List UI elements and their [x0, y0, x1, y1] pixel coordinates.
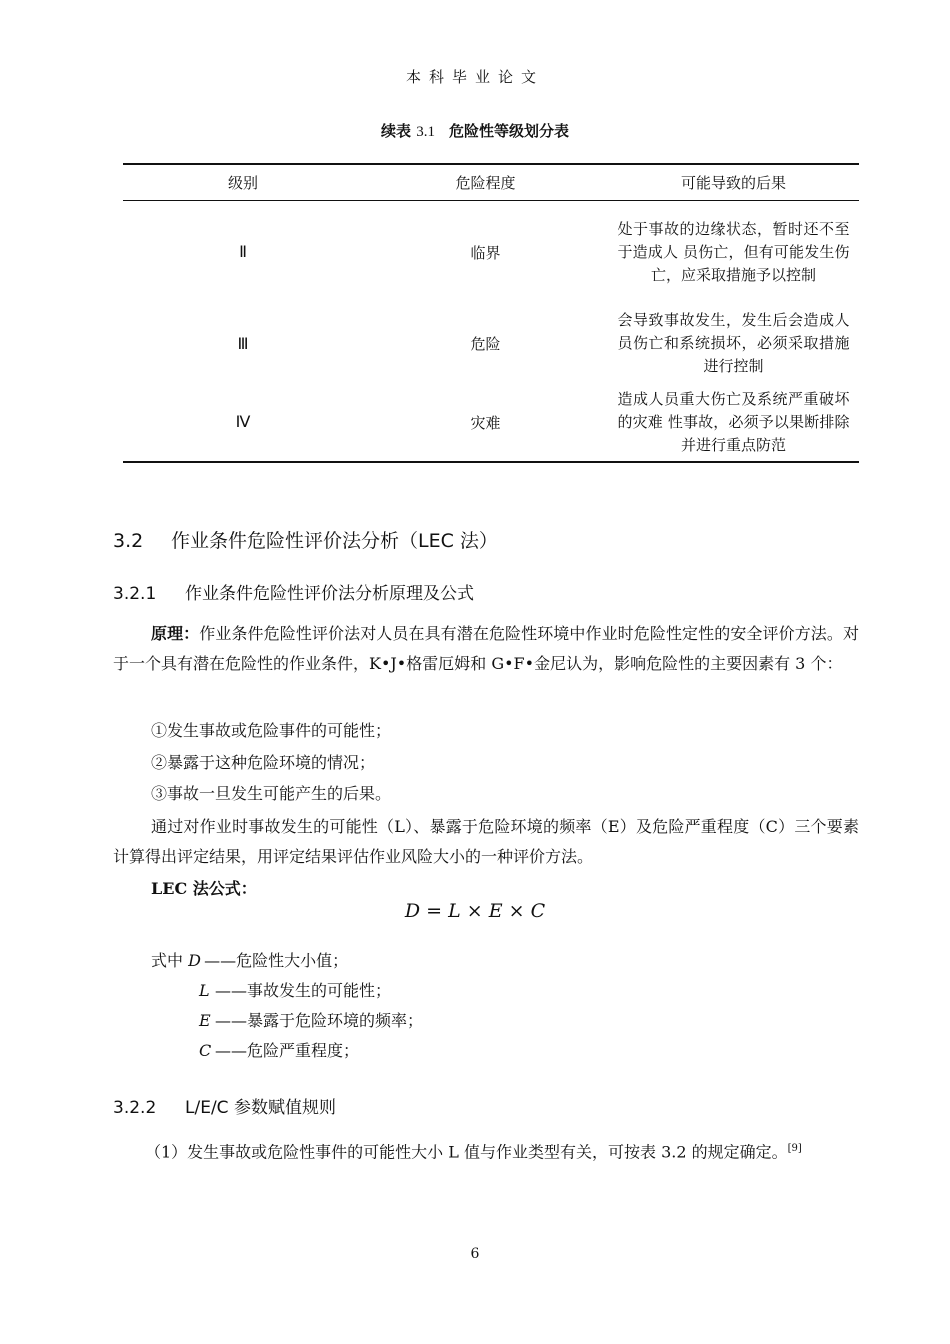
section-title: 作业条件危险性评价法分析原理及公式 — [185, 584, 474, 604]
cell-level: Ⅱ — [239, 244, 247, 262]
factor-item: ②暴露于这种危险环境的情况； — [151, 753, 376, 772]
rule1-text: （1）发生事故或危险性事件的可能性大小 L 值与作业类型有关，可按表 3.2 的规定确定。 — [145, 1142, 788, 1162]
factor-item: ①发生事故或危险事件的可能性； — [151, 721, 392, 740]
section-title: 作业条件危险性评价法分析（LEC 法） — [171, 530, 498, 552]
cell-consequence — [608, 200, 859, 304]
consequence-text: 造成人员重大伤亡及系统严重破坏的灾难 性事故，必须予以果断排除并进行重点防范 — [617, 389, 850, 454]
definition-var: L — [199, 981, 210, 1000]
definition-text: ——事故发生的可能性； — [215, 981, 392, 1000]
formula-definitions — [151, 946, 423, 1066]
caption-number: 3.1 — [416, 124, 435, 140]
caption-prefix: 续表 — [380, 122, 411, 140]
section-heading-3-2-2 — [113, 1093, 336, 1118]
cell-level: Ⅳ — [123, 383, 363, 462]
cell-degree: 灾难 — [363, 383, 608, 462]
table-row — [123, 383, 859, 462]
section-number: 3.2.1 — [113, 584, 157, 604]
table-header-row — [123, 164, 859, 200]
formula-label: LEC 法公式： — [151, 879, 257, 898]
definition-row — [151, 1036, 423, 1066]
principle-label: 原理： — [151, 624, 200, 643]
column-header-degree: 危险程度 — [363, 164, 608, 200]
hazard-grade-table — [123, 163, 859, 463]
table-row — [123, 304, 859, 383]
column-header-level: 级别 — [123, 164, 363, 200]
table-row — [123, 200, 859, 304]
principle-paragraph — [113, 619, 859, 679]
citation-mark: [9] — [787, 1143, 802, 1154]
cell-level: Ⅲ — [237, 335, 249, 353]
section-title: L/E/C 参数赋值规则 — [185, 1098, 336, 1118]
definition-var: E — [199, 1011, 211, 1030]
caption-title: 危险性等级划分表 — [448, 122, 569, 140]
consequence-text: 处于事故的边缘状态，暂时还不至于造成人 员伤亡，但有可能发生伤亡，应采取措施予以控制 — [617, 219, 850, 284]
factor-item: ③事故一旦发生可能产生的后果。 — [151, 784, 392, 803]
principle-text: 作业条件危险性评价法对人员在具有潜在危险性环境中作业时危险性定性的安全评价方法。对于一个具有潜在危险性的作业条件，K•J•格雷厄姆和 G•F•金尼认为，影响危险性的主要因素有 3 个： — [113, 624, 859, 673]
section-number: 3.2 — [113, 530, 144, 552]
definition-text: ——危险性大小值； — [204, 951, 349, 970]
definition-var: D — [188, 951, 201, 970]
section-heading-3-2-1 — [113, 579, 474, 604]
page-header: 本科毕业论文 — [405, 68, 544, 86]
consequence-text: 会导致事故发生，发生后会造成人员伤亡和系统损坏，必须采取措施进行控制 — [617, 311, 850, 375]
definitions-prefix: 式中 — [151, 951, 184, 970]
cell-degree: 危险 — [470, 335, 501, 353]
table-caption — [0, 120, 950, 141]
definition-text: ——暴露于危险环境的频率； — [215, 1011, 424, 1030]
definition-row — [151, 976, 423, 1006]
definition-var: C — [199, 1041, 212, 1060]
cell-consequence — [608, 383, 859, 462]
section-number: 3.2.2 — [113, 1098, 157, 1118]
lec-formula: D = L × E × C — [404, 900, 546, 922]
column-header-consequence: 可能导致的后果 — [608, 164, 859, 200]
definition-row — [151, 946, 423, 976]
cell-degree: 临界 — [470, 243, 501, 262]
page-number: 6 — [470, 1246, 480, 1262]
method-paragraph: 通过对作业时事故发生的可能性（L）、暴露于危险环境的频率（E）及危险严重程度（C）三个要素计算得出评定结果，用评定结果评估作业风险大小的一种评价方法。 — [113, 817, 859, 866]
definition-text: ——危险严重程度； — [215, 1041, 360, 1060]
cell-consequence — [608, 304, 859, 383]
section-heading-3-2 — [113, 526, 498, 553]
definition-row — [151, 1006, 423, 1036]
rule1-paragraph — [113, 1134, 859, 1167]
